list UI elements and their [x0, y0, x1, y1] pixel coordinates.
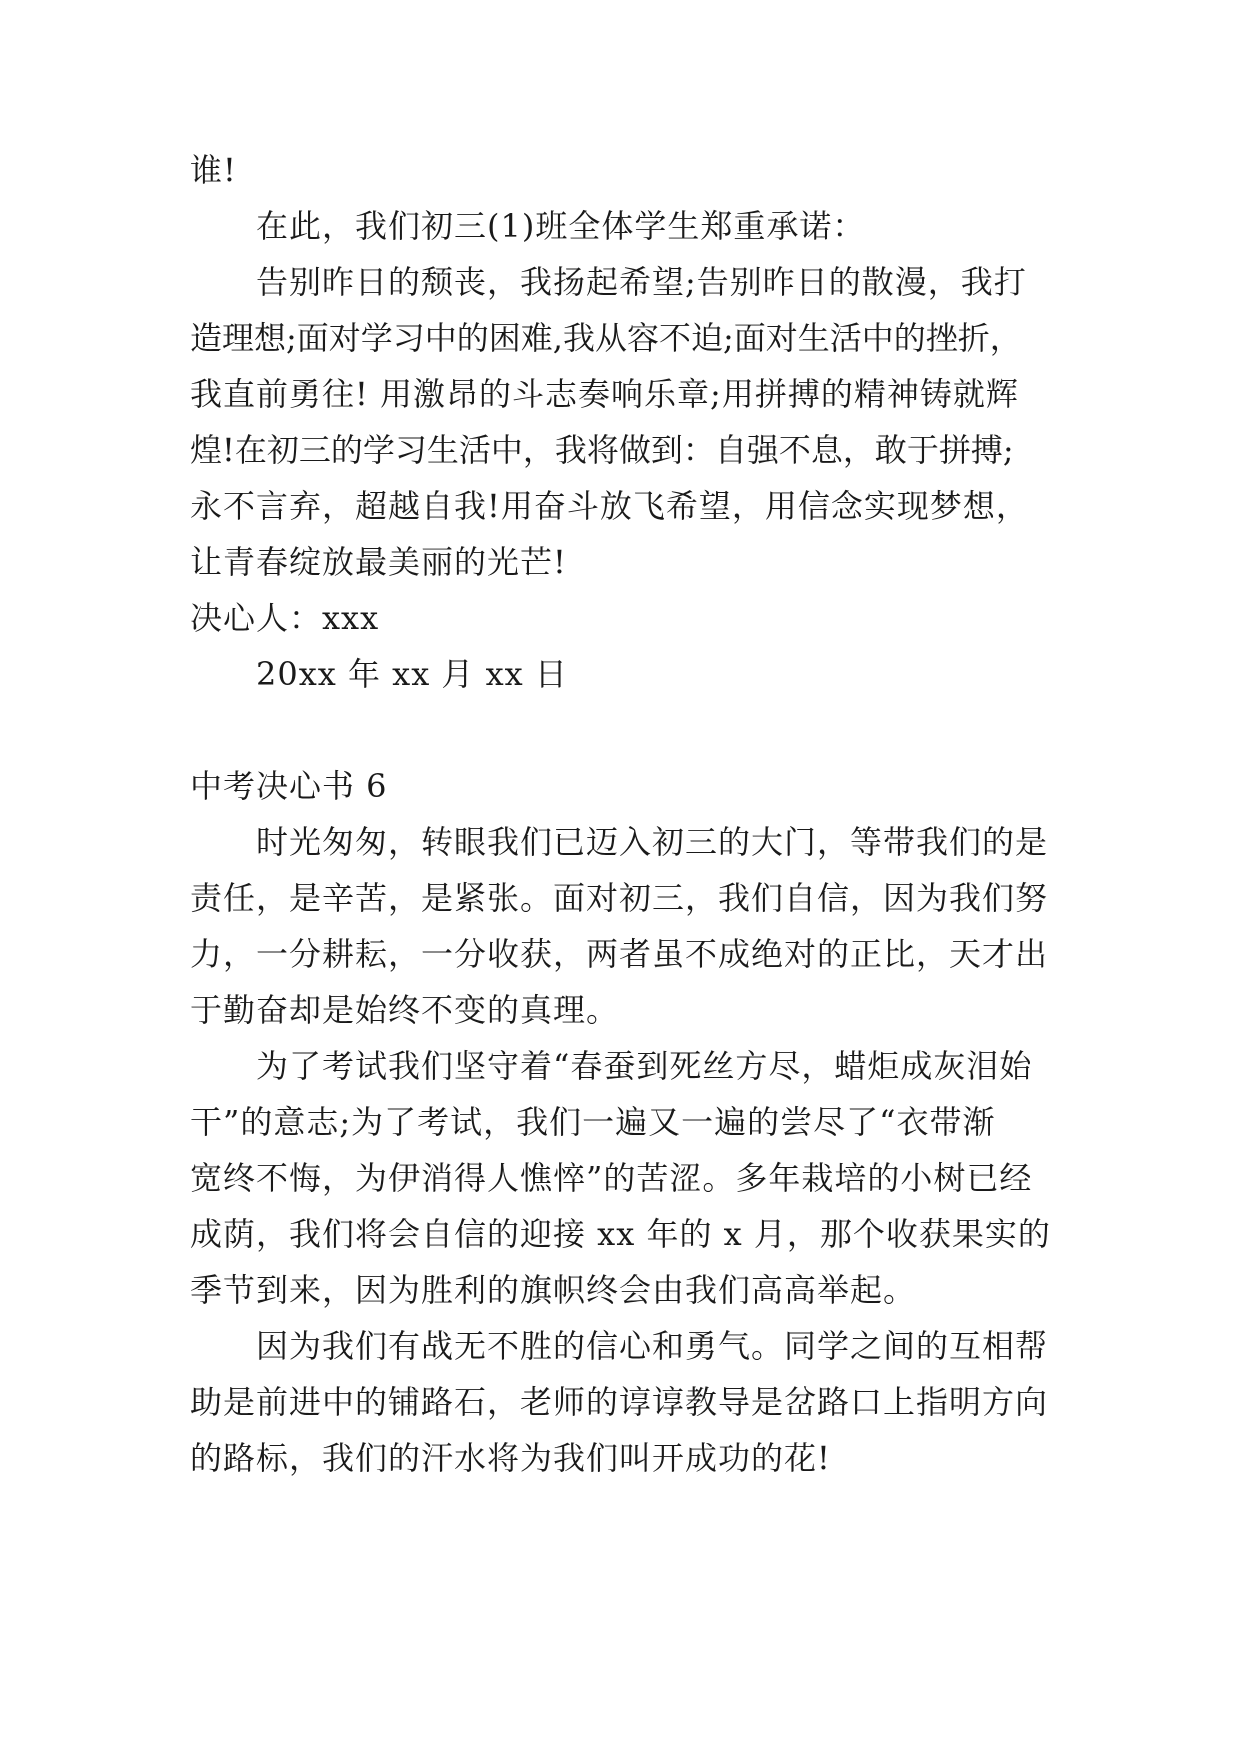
- text-line: 于勤奋却是始终不变的真理。: [190, 991, 620, 1029]
- text-line: 季节到来，因为胜利的旗帜终会由我们高高举起。: [190, 1271, 917, 1309]
- text-line: 我直前勇往! 用激昂的斗志奏响乐章;用拼搏的精神铸就辉: [190, 375, 1019, 413]
- text-line: 谁!: [190, 151, 237, 189]
- date-line: 20xx 年 xx 月 xx 日: [256, 655, 568, 693]
- text-line: 宽终不悔，为伊消得人憔悴”的苦涩。多年栽培的小树已经: [190, 1159, 1033, 1197]
- text-line: 成荫，我们将会自信的迎接 xx 年的 x 月，那个收获果实的: [190, 1215, 1051, 1253]
- text-line: 时光匆匆，转眼我们已迈入初三的大门，等带我们的是: [256, 823, 1049, 861]
- text-line: 的路标，我们的汗水将为我们叫开成功的花!: [190, 1439, 831, 1477]
- text-line: 干”的意志;为了考试，我们一遍又一遍的尝尽了“衣带渐: [190, 1103, 996, 1141]
- text-line: 因为我们有战无不胜的信心和勇气。同学之间的互相帮: [256, 1327, 1049, 1365]
- text-line: 在此，我们初三(1)班全体学生郑重承诺：: [256, 207, 866, 245]
- text-line: 助是前进中的铺路石，老师的谆谆教导是岔路口上指明方向: [190, 1383, 1049, 1421]
- text-line: 造理想;面对学习中的困难,我从容不迫;面对生活中的挫折，: [190, 319, 1022, 357]
- text-line: 煌!在初三的学习生活中，我将做到：自强不息，敢于拼搏;: [190, 431, 1014, 469]
- text-line: 责任，是辛苦，是紧张。面对初三，我们自信，因为我们努: [190, 879, 1049, 917]
- section-heading: 中考决心书 6: [190, 767, 388, 805]
- text-line: 力，一分耕耘，一分收获，两者虽不成绝对的正比，天才出: [190, 935, 1049, 973]
- signature-line: 决心人：xxx: [190, 599, 380, 637]
- text-line: 告别昨日的颓丧，我扬起希望;告别昨日的散漫，我打: [256, 263, 1027, 301]
- text-line: 永不言弃，超越自我!用奋斗放飞希望，用信念实现梦想，: [190, 487, 1029, 525]
- text-line: 让青春绽放最美丽的光芒!: [190, 543, 567, 581]
- text-line: 为了考试我们坚守着“春蚕到死丝方尽，蜡炬成灰泪始: [256, 1047, 1033, 1085]
